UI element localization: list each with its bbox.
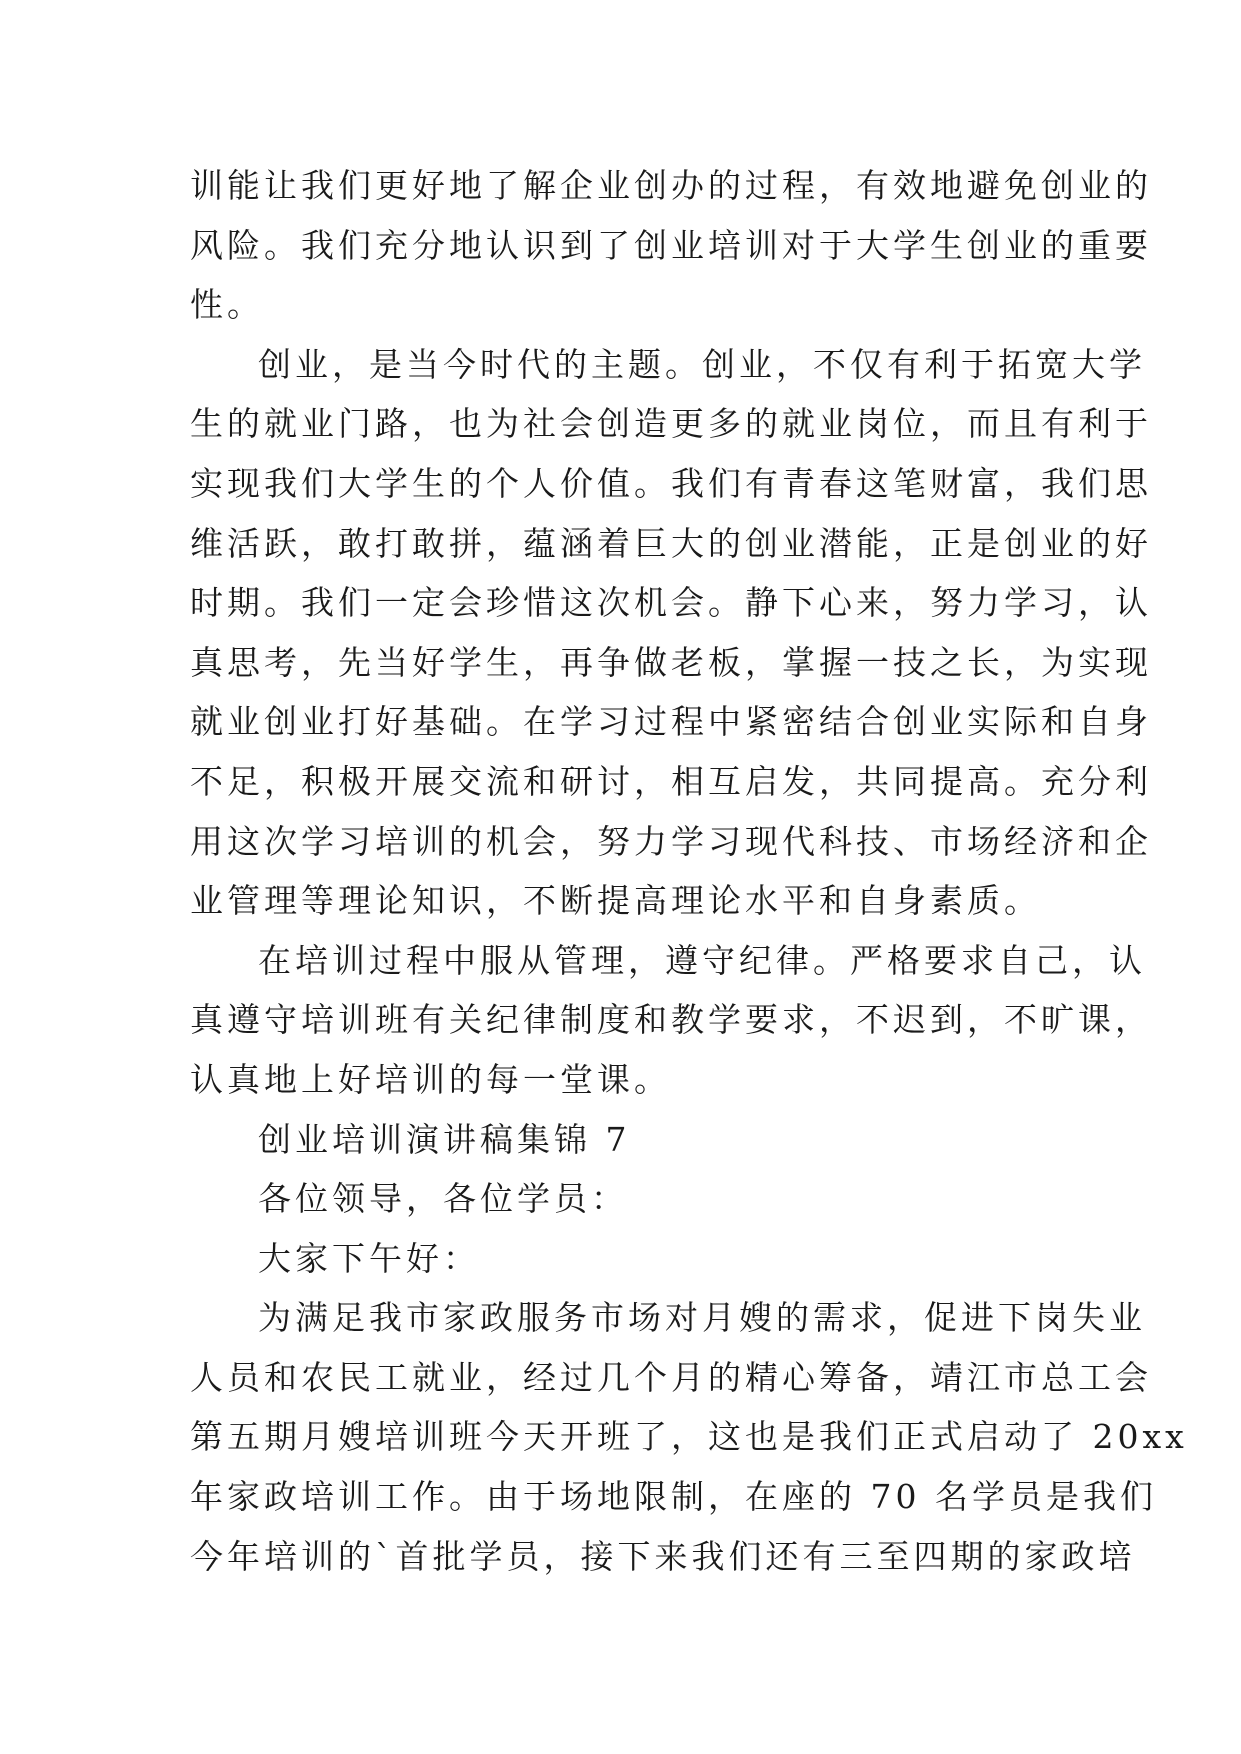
section-heading: 创业培训演讲稿集锦 7 xyxy=(258,1119,631,1159)
salutation-line: 各位领导，各位学员： xyxy=(258,1179,628,1219)
text-line-7: 维活跃，敢打敢拼，蕴涵着巨大的创业潜能，正是创业的好 xyxy=(190,523,1152,563)
text-line-11: 不足，积极开展交流和研讨，相互启发，共同提高。充分利 xyxy=(190,761,1152,801)
text-line-8: 时期。我们一定会珍惜这次机会。静下心来，努力学习，认 xyxy=(190,583,1152,623)
text-line-1: 训能让我们更好地了解企业创办的过程，有效地避免创业的 xyxy=(190,166,1152,205)
text-line-9: 真思考，先当好学生，再争做老板，掌握一技之长，为实现 xyxy=(190,642,1152,682)
text-line-6: 实现我们大学生的个人价值。我们有青春这笔财富，我们思 xyxy=(190,463,1152,503)
text-line-13: 业管理等理论知识，不断提高理论水平和自身素质。 xyxy=(190,881,1041,921)
text-line-23: 年家政培训工作。由于场地限制，在座的 70 名学员是我们 xyxy=(190,1477,1157,1517)
document-body xyxy=(190,156,1188,1586)
text-line-14: 在培训过程中服从管理，遵守纪律。严格要求自己，认 xyxy=(258,940,1146,980)
text-line-12: 用这次学习培训的机会，努力学习现代科技、市场经济和企 xyxy=(190,821,1152,861)
text-line-15: 真遵守培训班有关纪律制度和教学要求，不迟到，不旷课， xyxy=(190,1000,1152,1040)
text-line-20: 为满足我市家政服务市场对月嫂的需求，促进下岗失业 xyxy=(258,1298,1146,1338)
text-line-5: 生的就业门路，也为社会创造更多的就业岗位，而且有利于 xyxy=(190,404,1152,444)
greeting-line: 大家下午好： xyxy=(258,1238,480,1278)
text-line-4: 创业，是当今时代的主题。创业，不仅有利于拓宽大学 xyxy=(258,344,1146,384)
text-line-24: 今年培训的`首批学员，接下来我们还有三至四期的家政培 xyxy=(190,1536,1136,1576)
text-line-22: 第五期月嫂培训班今天开班了，这也是我们正式启动了 20xx xyxy=(190,1417,1188,1457)
text-line-10: 就业创业打好基础。在学习过程中紧密结合创业实际和自身 xyxy=(190,702,1152,742)
text-line-16: 认真地上好培训的每一堂课。 xyxy=(190,1059,671,1099)
text-line-3: 性。 xyxy=(190,285,264,325)
text-line-2: 风险。我们充分地认识到了创业培训对于大学生创业的重要 xyxy=(190,225,1152,265)
text-line-21: 人员和农民工就业，经过几个月的精心筹备，靖江市总工会 xyxy=(190,1357,1152,1397)
